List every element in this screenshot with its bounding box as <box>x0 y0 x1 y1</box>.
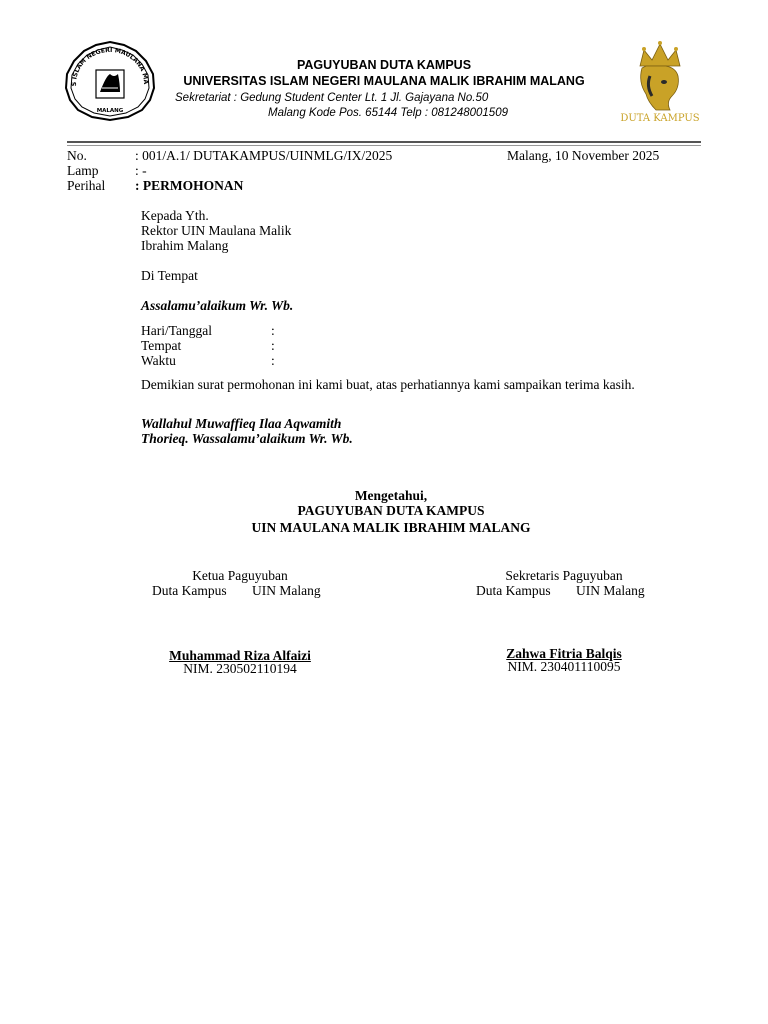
right-signer-unit-b: UIN Malang <box>576 583 645 598</box>
right-signer-nim: NIM. 230401110095 <box>507 659 621 674</box>
left-signer-unit-b: UIN Malang <box>252 583 321 598</box>
seal-ring-text: S ISLAM NEGERI MAULANA MA <box>70 46 150 87</box>
detail-label-date: Hari/Tanggal <box>141 323 213 338</box>
sign-org-line-1: PAGUYUBAN DUTA KAMPUS <box>297 503 485 518</box>
right-signer-name: Zahwa Fitria Balqis <box>506 646 622 661</box>
lamp-value: : - <box>135 163 147 178</box>
greeting: Assalamu’alaikum Wr. Wb. <box>141 298 294 313</box>
detail-label-place: Tempat <box>141 338 182 353</box>
seal-bottom-text: MALANG <box>96 108 124 114</box>
header-rule-thin <box>67 145 701 146</box>
detail-sep-time: : <box>271 353 275 368</box>
left-signer-name: Muhammad Riza Alfaizi <box>169 648 311 663</box>
logo-caption: DUTA KAMPUS <box>620 113 700 124</box>
address-line-2: Malang Kode Pos. 65144 Telp : 081248001509 <box>268 107 508 119</box>
perihal-value: : PERMOHONAN <box>135 178 244 193</box>
university-name: UNIVERSITAS ISLAM NEGERI MAULANA MALIK IBRAHIM MALANG <box>183 74 585 88</box>
lamp-label: Lamp <box>67 163 99 178</box>
letter-date: Malang, 10 November 2025 <box>507 148 660 163</box>
university-seal-icon <box>62 40 158 122</box>
right-signer-role: Sekretaris Paguyuban <box>505 568 623 583</box>
address-line-1: Sekretariat : Gedung Student Center Lt. 1 Jl. Gajayana No.50 <box>175 92 489 104</box>
perihal-label: Perihal <box>67 178 106 193</box>
closing-paragraph: Demikian surat permohonan ini kami buat, atas perhatiannya kami sampaikan terima kasih. <box>141 377 635 392</box>
left-signer-nim: NIM. 230502110194 <box>183 661 297 676</box>
to-line-3: Ibrahim Malang <box>141 238 229 253</box>
org-name: PAGUYUBAN DUTA KAMPUS <box>296 58 472 72</box>
no-label: No. <box>67 148 87 163</box>
to-line-1: Kepada Yth. <box>141 208 209 223</box>
header-rule-thick <box>67 141 701 143</box>
detail-sep-place: : <box>271 338 275 353</box>
sign-org-line-2: UIN MAULANA MALIK IBRAHIM MALANG <box>251 520 531 535</box>
place-line: Di Tempat <box>141 268 198 283</box>
right-signer-unit-a: Duta Kampus <box>476 583 551 598</box>
left-signer-role: Ketua Paguyuban <box>192 568 288 583</box>
crowned-head-icon <box>616 40 704 126</box>
closing-line-2: Thorieq. Wassalamu’alaikum Wr. Wb. <box>141 431 353 446</box>
acknowledged-label: Mengetahui, <box>354 488 428 503</box>
left-signer-unit-a: Duta Kampus <box>152 583 227 598</box>
no-value: : 001/A.1/ DUTAKAMPUS/UINMLG/IX/2025 <box>135 148 393 163</box>
detail-label-time: Waktu <box>141 353 176 368</box>
closing-line-1: Wallahul Muwaffieq Ilaa Aqwamith <box>141 416 342 431</box>
to-line-2: Rektor UIN Maulana Malik <box>141 223 292 238</box>
detail-sep-date: : <box>271 323 275 338</box>
